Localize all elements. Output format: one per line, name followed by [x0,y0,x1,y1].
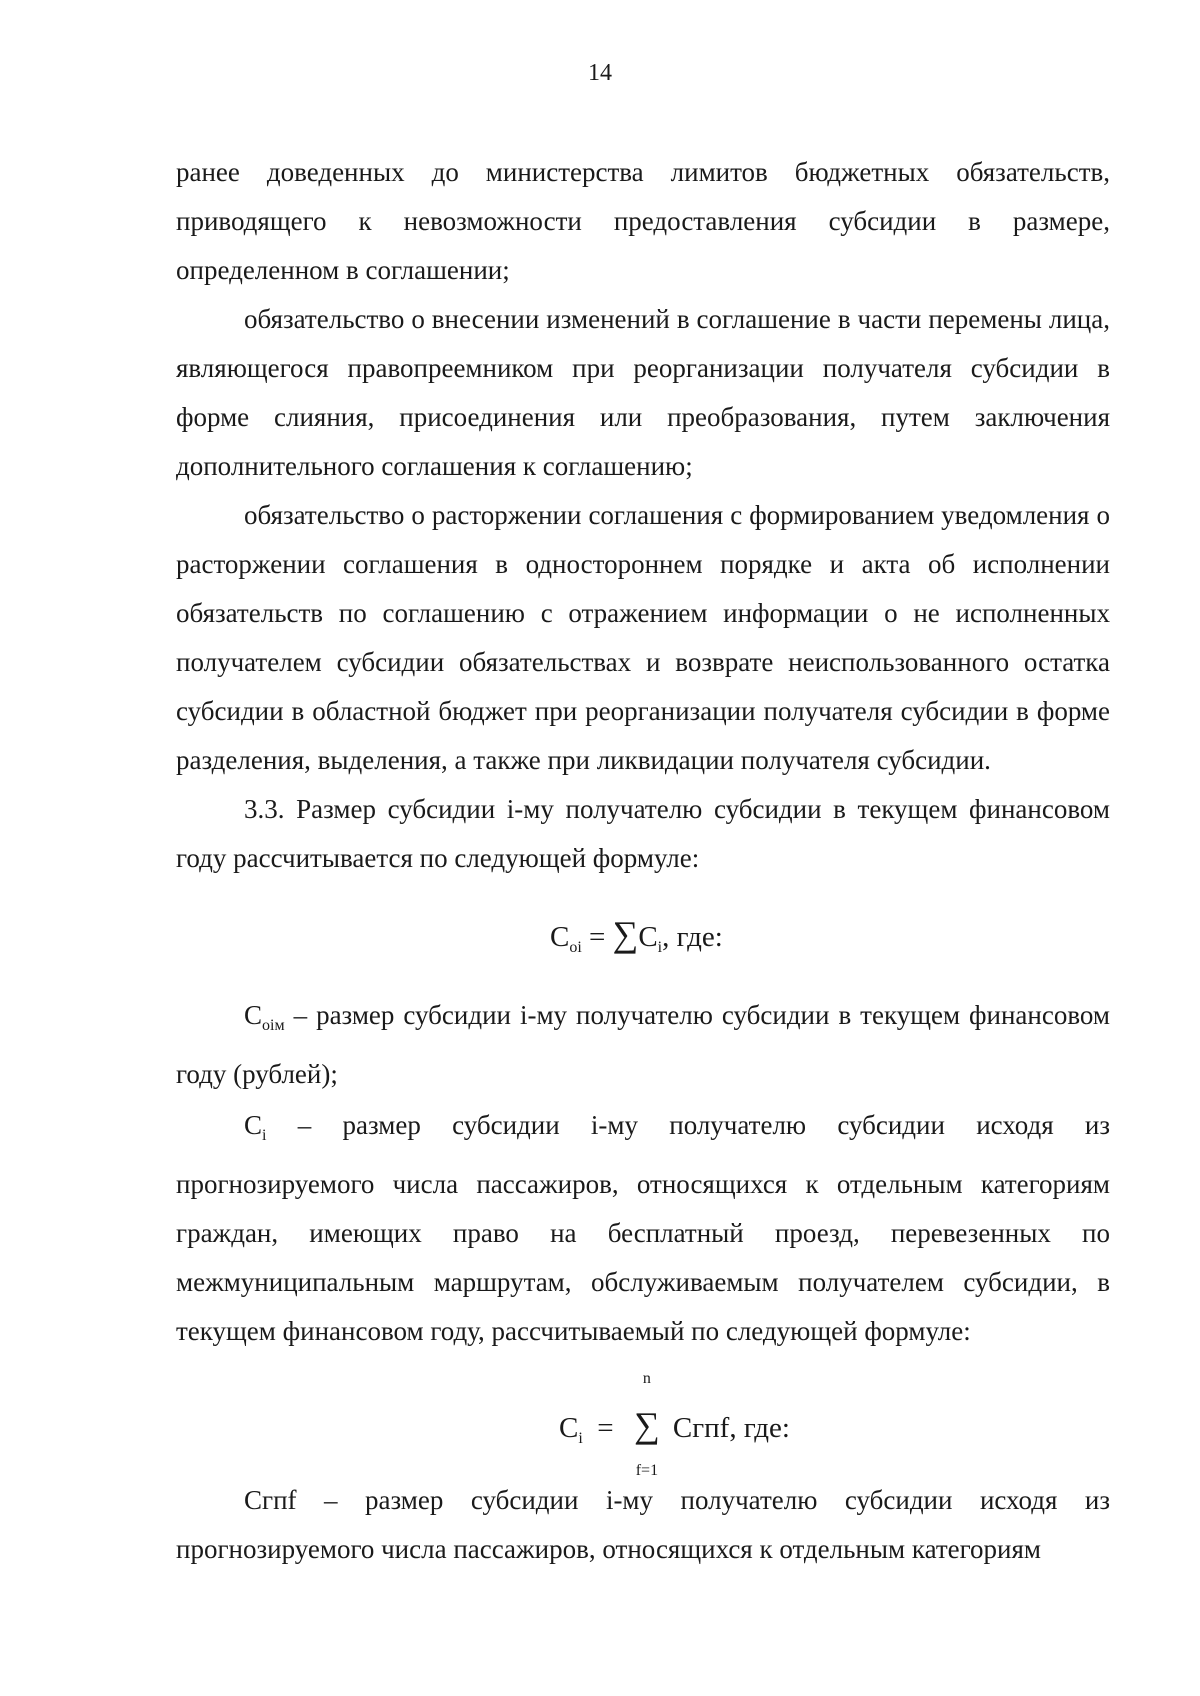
formula2-term: Сгпf, [672,1412,737,1444]
sum-upper-limit: n [642,1370,651,1387]
page-number: 14 [588,60,612,86]
definition-ci-text: – размер субсидии i-му получателю субсидии исходя из прогнозируемого числа пассажиров, относящихся к отдельным категориям граждан, имеющих право на бесплатный проезд, перевезенных по межмуниципальным маршрутам, обслуживаемым получателем субсидии, в текущем финансовом году, рассчитываемый по следующей формуле: [176,1110,1110,1346]
paragraph-obligation-amendment: обязательство о внесении изменений в соглашение в части перемены лица, являющегося правопреемником при реорганизации получателя субсидии в форме слияния, присоединения или преобразования, путем заключения дополнительного соглашения к соглашению; [176,304,1110,481]
formula1-term-sub: i [657,939,663,956]
paragraph-limits: ранее доведенных до министерства лимитов бюджетных обязательств, приводящего к невозможности предоставления субсидии в размере, определенном в соглашении; [176,157,1110,285]
formula-ci [176,1356,1110,1479]
definition-coim-sub: oiм [262,1017,285,1034]
sum-icon: ∑ [634,1405,660,1445]
formula-total-subsidy [176,883,1110,991]
body-text [176,148,1110,1574]
definition-ci-sub: i [262,1127,267,1144]
definition-ci-symbol: C [244,1110,263,1140]
formula1-lhs: C [550,921,570,953]
definition-ci [176,1101,1110,1356]
definition-coim [176,991,1110,1099]
definition-coim-symbol: C [244,1000,263,1030]
paragraph-3-3: 3.3. Размер субсидии i-му получателю субсидии в текущем финансовом году рассчитывается по следующей формуле: [176,794,1110,873]
formula1-lhs-sub: oi [569,939,582,956]
sum-lower-limit: f=1 [635,1462,659,1479]
formula2-equals: = [597,1412,614,1444]
summation [625,1370,669,1479]
paragraph-obligation-termination: обязательство о расторжении соглашения с формированием уведомления о расторжении соглашения в одностороннем порядке и акта об исполнении обязательств по соглашению с отражением информации о не исполненных получателем субсидии обязательствах и возврате неиспользованного остатка субсидии в областной бюджет при реорганизации получателя субсидии в форме разделения, выделения, а также при ликвидации получателя субсидии. [176,500,1110,775]
sum-icon: ∑ [612,914,639,954]
formula2-lhs-sub: i [578,1430,583,1447]
formula2-suffix: где: [736,1412,790,1444]
formula1-term: C [638,921,658,953]
formula1-equals: = [589,921,606,953]
formula1-suffix: , где: [662,921,723,953]
definition-coim-text: – размер субсидии i-му получателю субсидии в текущем финансовом году (рублей); [176,1000,1110,1089]
formula2-lhs: C [559,1412,579,1444]
definition-cgpf: Сгпf – размер субсидии i-му получателю субсидии исходя из прогнозируемого числа пассажиров, относящихся к отдельным категориям [176,1485,1110,1564]
